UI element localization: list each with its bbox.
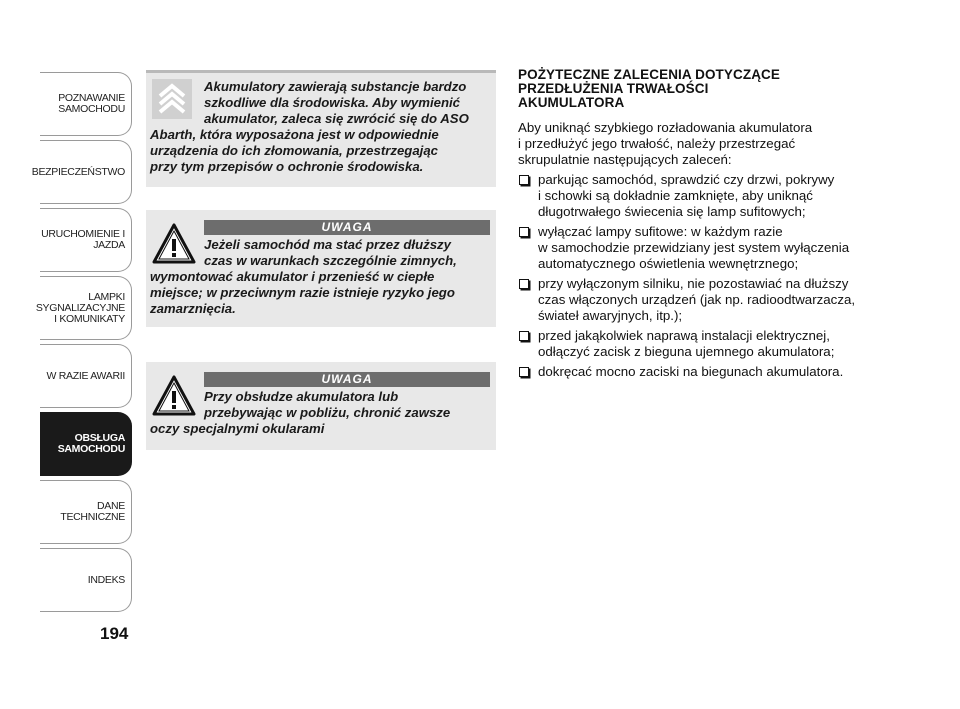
text-line: wymontować akumulator i przenieść w ciepłe	[150, 269, 435, 284]
warning-title: UWAGA	[204, 372, 490, 387]
chapter-tabs	[31, 72, 132, 616]
tab-label: INDEKS	[87, 573, 125, 586]
text-line: przebywając w pobliżu, chronić zawsze	[204, 405, 451, 420]
heading-line: PRZEDŁUŻENIA TRWAŁOŚCI	[518, 81, 709, 96]
text-line: przy tym przepisów o ochronie środowiska.	[150, 159, 424, 174]
warning-box-cold	[146, 210, 496, 327]
text-line: i schowki są dokładnie zamknięte, aby uniknąć	[538, 188, 813, 203]
tab-poznawanie-samochodu[interactable]	[40, 72, 132, 136]
warning-triangle-icon	[152, 374, 196, 418]
tab-bezpieczenstwo[interactable]	[31, 140, 132, 204]
checkbox-bullet-icon	[519, 175, 529, 185]
checkbox-bullet-icon	[519, 367, 529, 377]
text-line: Abarth, która wyposażona jest w odpowiednie	[150, 127, 439, 142]
page-number: 194	[100, 624, 129, 643]
tips-list	[518, 172, 918, 380]
text-line: świateł awaryjnych, itp.);	[538, 308, 683, 323]
text-line: odłączyć zacisk z bieguna ujemnego akumulatora;	[538, 344, 835, 359]
warning-title: UWAGA	[204, 220, 490, 235]
tab-obsluga-samochodu[interactable]	[40, 412, 132, 476]
tab-label: BEZPIECZEŃSTWO	[31, 165, 125, 178]
text-line: zamarznięcia.	[150, 301, 236, 316]
text-line: i przedłużyć jego trwałość, należy przestrzegać	[518, 136, 796, 151]
tab-dane-techniczne[interactable]	[40, 480, 132, 544]
tab-uruchomienie-i-jazda[interactable]	[40, 208, 132, 272]
text-line: szkodliwe dla środowiska. Aby wymienić	[204, 95, 461, 110]
tab-label: POZNAWANIE SAMOCHODU	[58, 92, 125, 115]
text-line: dokręcać mocno zaciski na biegunach akumulatora.	[538, 364, 844, 379]
checkbox-bullet-icon	[519, 331, 529, 341]
checkbox-bullet-icon	[519, 227, 529, 237]
text-line: Aby uniknąć szybkiego rozładowania akumulatora	[518, 120, 813, 135]
text-line: Przy obsłudze akumulatora lub	[204, 389, 399, 404]
tab-w-razie-awarii[interactable]	[40, 344, 132, 408]
tab-label: OBSŁUGA SAMOCHODU	[57, 432, 125, 455]
text-line: w samochodzie przewidziany jest system wyłączenia	[538, 240, 850, 255]
warning-text	[146, 235, 496, 317]
text-line: przed jakąkolwiek naprawą instalacji elektrycznej,	[538, 328, 830, 343]
text-line: akumulator, zaleca się zwrócić się do ASO	[204, 111, 469, 126]
text-line: Jeżeli samochód ma stać przez dłuższy	[204, 237, 451, 252]
list-item	[518, 364, 918, 380]
heading-line: POŻYTECZNE ZALECENIA DOTYCZĄCE	[518, 67, 781, 82]
warning-box-eyes	[146, 362, 496, 450]
text-line: parkując samochód, sprawdzić czy drzwi, pokrywy	[538, 172, 835, 187]
list-item	[518, 276, 918, 324]
warning-text	[146, 387, 496, 437]
section-heading	[518, 68, 918, 110]
tab-lampki-sygnalizacyjne[interactable]	[35, 276, 132, 340]
battery-tips-section	[518, 68, 918, 380]
environment-note-text	[146, 73, 496, 175]
text-line: urządzenia do ich złomowania, przestrzegając	[150, 143, 439, 158]
list-item	[518, 172, 918, 220]
text-line: czas włączonych urządzeń (jak np. radioodtwarzacza,	[538, 292, 856, 307]
tab-label: DANE TECHNICZNE	[60, 500, 125, 523]
text-line: wyłączać lampy sufitowe: w każdym razie	[538, 224, 783, 239]
list-item	[518, 224, 918, 272]
warning-triangle-icon	[152, 222, 196, 266]
text-line: przy wyłączonym silniku, nie pozostawiać na dłuższy	[538, 276, 849, 291]
text-line: długotrwałego świecenia się lamp sufitowych;	[538, 204, 806, 219]
environment-icon	[152, 79, 192, 119]
heading-line: AKUMULATORA	[518, 95, 625, 110]
text-line: skrupulatnie następujących zaleceń:	[518, 152, 732, 167]
text-line: automatycznego oświetlenia wewnętrznego;	[538, 256, 799, 271]
text-line: czas w warunkach szczególnie zimnych,	[204, 253, 457, 268]
text-line: miejsce; w przeciwnym razie istnieje ryzyko jego	[150, 285, 455, 300]
text-line: oczy specjalnymi okularami	[150, 421, 325, 436]
text-line: Akumulatory zawierają substancje bardzo	[204, 79, 467, 94]
environment-note	[146, 70, 496, 187]
intro-paragraph	[518, 120, 918, 168]
tab-indeks[interactable]	[40, 548, 132, 612]
tab-label: URUCHOMIENIE I JAZDA	[41, 228, 125, 251]
checkbox-bullet-icon	[519, 279, 529, 289]
tab-label: LAMPKI SYGNALIZACYJNE I KOMUNIKATY	[35, 290, 126, 325]
tab-label: W RAZIE AWARII	[46, 369, 125, 382]
list-item	[518, 328, 918, 360]
